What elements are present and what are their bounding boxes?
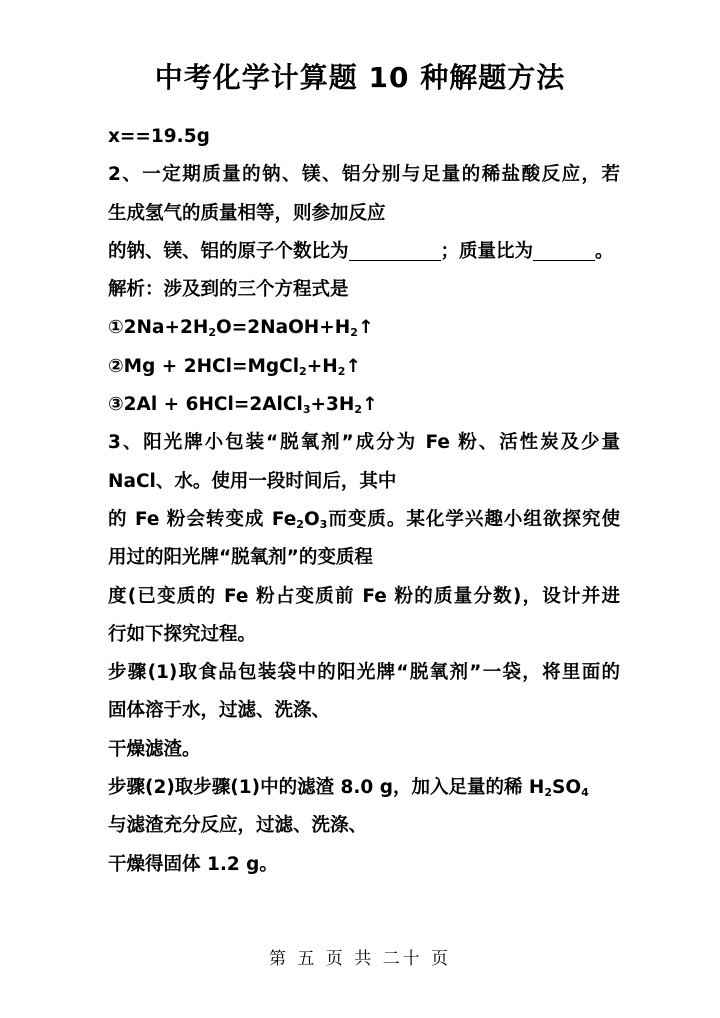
- equation-text: ②Mg + 2HCl=MgCl: [108, 355, 300, 377]
- page-footer: 第 五 页 共 二十 页: [268, 949, 452, 969]
- equation-text: ↑: [357, 317, 374, 339]
- question-text: 的 Fe 粉会转变成 Fe: [108, 508, 297, 530]
- text-line: [108, 769, 620, 807]
- question-text: 步骤(2)取步骤(1)中的滤渣 8.0 g，加入足量的稀 H: [108, 777, 545, 799]
- equation-text: O=2NaOH+H: [216, 317, 351, 339]
- subscript: 2: [337, 364, 346, 378]
- text-line: 3、阳光牌小包装“脱氧剂”成分为 Fe 粉、活性炭及少量: [108, 432, 620, 454]
- equation-text: +3H: [310, 394, 355, 416]
- question-text: ；质量比为: [440, 240, 534, 262]
- text-line: 与滤渣充分反应，过滤、洗涤、: [108, 815, 368, 837]
- equation-text: ①2Na+2H: [108, 317, 209, 339]
- question-text: 而变质。某化学兴趣小组欲探究使: [327, 508, 620, 530]
- text-line: 度(已变质的 Fe 粉占变质前 Fe 粉的质量分数)，设计并进: [108, 585, 620, 607]
- answer-blank: [349, 240, 441, 261]
- question-text: SO: [552, 777, 582, 799]
- equation-1: [108, 309, 620, 347]
- subscript: 3: [319, 517, 328, 531]
- subscript: 4: [581, 786, 589, 800]
- subscript: 2: [350, 326, 358, 340]
- subscript: 3: [302, 403, 311, 417]
- text-line: 解析：涉及到的三个方程式是: [108, 279, 349, 301]
- text-line: NaCl、水。使用一段时间后，其中: [108, 470, 397, 492]
- equation-text: +H: [306, 355, 338, 377]
- text-line: 干燥滤渣。: [108, 738, 201, 760]
- text-line: 行如下探究过程。: [108, 623, 257, 645]
- subscript: 2: [208, 326, 217, 340]
- text-line: 2、一定期质量的钠、镁、铝分别与足量的稀盐酸反应，若: [108, 164, 620, 186]
- equation-2: [108, 348, 620, 386]
- text-line: [108, 501, 620, 539]
- document-title: 中考化学计算题 10 种解题方法: [154, 61, 566, 94]
- equation-text: ③2Al + 6HCl=2AlCl: [108, 394, 303, 416]
- question-text: 。: [595, 240, 614, 262]
- equation-3: [108, 386, 620, 424]
- question-text: 的钠、镁、铝的原子个数比为: [108, 240, 349, 262]
- document-body: [108, 118, 620, 884]
- equation-text: ↑: [361, 394, 378, 416]
- equation-text: ↑: [345, 355, 361, 377]
- answer-blank: [533, 240, 595, 261]
- subscript: 2: [299, 364, 307, 378]
- text-line: 生成氢气的质量相等，则参加反应: [108, 202, 386, 224]
- subscript: 2: [354, 403, 362, 417]
- text-line: 用过的阳光牌“脱氧剂”的变质程: [108, 547, 373, 569]
- text-line: 干燥得固体 1.2 g。: [108, 853, 278, 875]
- subscript: 2: [544, 786, 553, 800]
- text-line: 固体溶于水，过滤、洗涤、: [108, 700, 331, 722]
- subscript: 2: [296, 517, 304, 531]
- text-line-with-blanks: [108, 233, 620, 271]
- text-line: x==19.5g: [108, 126, 210, 147]
- text-line: 步骤(1)取食品包装袋中的阳光牌“脱氧剂”一袋，将里面的: [108, 662, 620, 684]
- question-text: O: [303, 508, 320, 530]
